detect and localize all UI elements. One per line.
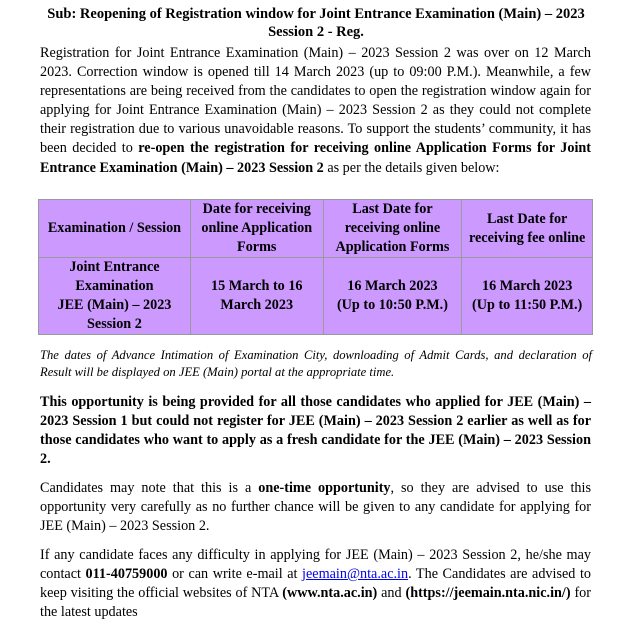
contact-text-e: for the latest updates — [40, 585, 591, 621]
one-time-paragraph — [40, 479, 591, 536]
schedule-table — [38, 199, 593, 335]
receive-line-1: 15 March to 16 — [210, 278, 303, 294]
contact-phone: 011-40759000 — [85, 566, 168, 583]
contact-text-b: or can write e-mail at — [167, 566, 303, 583]
last-form-line-1: 16 March 2023 — [347, 278, 438, 294]
header-last-date-fee: Last Date for receiving fee online — [462, 200, 593, 258]
subject-line-2: Session 2 - Reg. — [268, 24, 364, 40]
intro-text-a: Registration for Joint Entrance Examination (Main) – 2023 Session 2 was over on 12 March 2023. Correction window is opened till 14 March 2023 (up to 09:00 P.M.). Meanwhile, a few representations are being received from the candidates to open the registration window again for applying for Joint Entrance Examination (Main) – 2023 Session 2 as they could not complete their registration due to various unavoidable reasons. To support the students’ community, it has been decided to — [40, 45, 591, 157]
exam-line-2: Examination — [75, 278, 154, 294]
contact-text-c: . The Candidates are advised to keep visiting the official websites of NTA — [40, 566, 591, 602]
last-form-line-2: (Up to 10:50 P.M.) — [336, 297, 448, 313]
last-fee-line-1: 16 March 2023 — [481, 278, 573, 294]
exam-line-3: JEE (Main) – 2023 — [57, 297, 172, 313]
intro-text-bold: re-open the registration for receiving online Application Forms for Joint Entrance Examination (Main) – 2023 Session 2 — [40, 140, 592, 176]
dates-note: The dates of Advance Intimation of Examination City, downloading of Admit Cards, and declaration of Result will be displayed on JEE (Main) portal at the appropriate time. — [40, 348, 592, 379]
cell-last-date-fee — [462, 258, 593, 335]
one-time-text-a: Candidates may note that this is a — [40, 480, 259, 496]
last-fee-line-2: (Up to 11:50 P.M.) — [472, 297, 583, 313]
contact-text-d: and — [377, 585, 406, 602]
intro-text-b: as per the details given below: — [323, 159, 500, 176]
cell-receiving-date — [190, 258, 323, 335]
header-receiving-date: Date for receiving online Application Forms — [190, 200, 323, 258]
header-last-date-forms: Last Date for receiving online Application Forms — [323, 200, 462, 258]
contact-paragraph — [40, 546, 591, 622]
receive-line-2: March 2023 — [220, 297, 294, 313]
contact-email-link[interactable]: jeemain@nta.ac.in — [302, 566, 409, 583]
subject-heading — [40, 5, 592, 41]
subject-line-1: Sub: Reopening of Registration window for Joint Entrance Examination (Main) – 2023 — [47, 6, 585, 22]
schedule-header-row — [39, 200, 593, 258]
exam-line-1: Joint Entrance — [69, 259, 160, 275]
one-time-text-bold: one-time opportunity — [258, 480, 391, 496]
contact-text-a: If any candidate faces any difficulty in applying for JEE (Main) – 2023 Session 2, he/she may contact — [40, 547, 591, 583]
intro-paragraph — [40, 44, 591, 178]
exam-line-4: Session 2 — [87, 316, 142, 332]
cell-exam-session — [39, 258, 191, 335]
header-exam-session: Examination / Session — [39, 200, 191, 258]
cell-last-date-forms — [323, 258, 462, 335]
jeemain-website: (https://jeemain.nta.nic.in/) — [405, 585, 571, 602]
schedule-row — [39, 258, 593, 335]
nta-website: (www.nta.ac.in) — [282, 585, 378, 602]
one-time-text-b: , so they are advised to use this opportunity very carefully as no further chance will be given to any candidate for applying for JEE (Main) – 2023 Session 2. — [40, 480, 591, 535]
opportunity-paragraph: This opportunity is being provided for all those candidates who applied for JEE (Main) – 2023 Session 1 but could not register for JEE (Main) – 2023 Session 2 earlier as well as for those candidates who want to apply as a fresh candidate for the JEE (Main) – 2023 Session 2. — [40, 394, 591, 468]
